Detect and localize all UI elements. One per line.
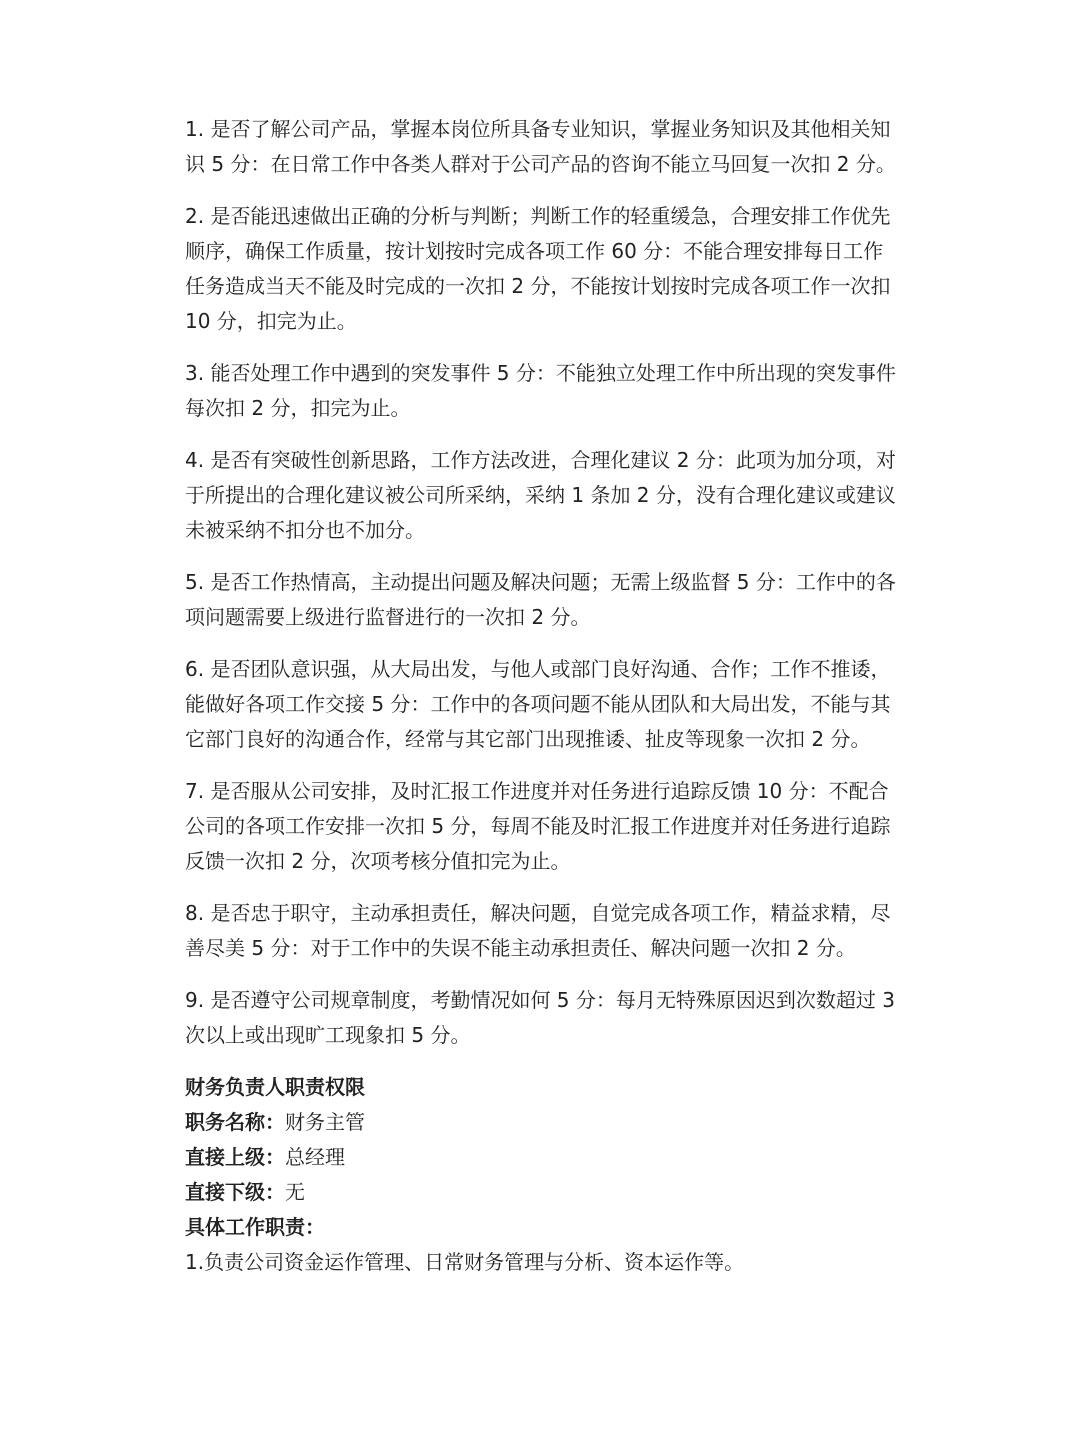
assessment-item-2: 2. 是否能迅速做出正确的分析与判断；判断工作的轻重缓急，合理安排工作优先顺序，确保工作质量，按计划按时完成各项工作 60 分：不能合理安排每日工作任务造成当天不能及时完成的一次扣 2 分，不能按计划按时完成各项工作一次扣 10 分，扣完为止。 xyxy=(185,204,891,333)
assessment-item-6: 6. 是否团队意识强，从大局出发，与他人或部门良好沟通、合作；工作不推诿，能做好各项工作交接 5 分：工作中的各项问题不能从团队和大局出发，不能与其它部门良好的沟通合作，经常与其它部门出现推诿、扯皮等现象一次扣 2 分。 xyxy=(185,657,891,751)
assessment-item-5: 5. 是否工作热情高，主动提出问题及解决问题；无需上级监督 5 分：工作中的各项问题需要上级进行监督进行的一次扣 2 分。 xyxy=(185,570,896,629)
subordinate-line xyxy=(185,1175,897,1210)
subordinate-label: 直接下级： xyxy=(185,1180,285,1204)
position-line xyxy=(185,1105,897,1140)
subordinate-value: 无 xyxy=(285,1180,305,1204)
document-page xyxy=(185,112,897,1280)
assessment-item-9: 9. 是否遵守公司规章制度，考勤情况如何 5 分：每月无特殊原因迟到次数超过 3 次以上或出现旷工现象扣 5 分。 xyxy=(185,988,895,1047)
position-label: 职务名称： xyxy=(185,1110,285,1134)
assessment-item-1: 1. 是否了解公司产品，掌握本岗位所具备专业知识，掌握业务知识及其他相关知识 5 分：在日常工作中各类人群对于公司产品的咨询不能立马回复一次扣 2 分。 xyxy=(185,117,896,176)
superior-line xyxy=(185,1140,897,1175)
section-title: 财务负责人职责权限 xyxy=(185,1075,365,1099)
duty-item-1: 1.负责公司资金运作管理、日常财务管理与分析、资本运作等。 xyxy=(185,1250,745,1274)
superior-value: 总经理 xyxy=(285,1145,345,1169)
position-value: 财务主管 xyxy=(285,1110,365,1134)
assessment-item-3: 3. 能否处理工作中遇到的突发事件 5 分：不能独立处理工作中所出现的突发事件每次扣 2 分，扣完为止。 xyxy=(185,361,896,420)
assessment-item-4: 4. 是否有突破性创新思路，工作方法改进，合理化建议 2 分：此项为加分项，对于所提出的合理化建议被公司所采纳，采纳 1 条加 2 分，没有合理化建议或建议未被采纳不扣分也不加分。 xyxy=(185,448,896,542)
superior-label: 直接上级： xyxy=(185,1145,285,1169)
assessment-item-8: 8. 是否忠于职守，主动承担责任，解决问题，自觉完成各项工作，精益求精，尽善尽美 5 分：对于工作中的失误不能主动承担责任、解决问题一次扣 2 分。 xyxy=(185,901,891,960)
assessment-item-7: 7. 是否服从公司安排，及时汇报工作进度并对任务进行追踪反馈 10 分：不配合公司的各项工作安排一次扣 5 分，每周不能及时汇报工作进度并对任务进行追踪反馈一次扣 2 分，次项考核分值扣完为止。 xyxy=(185,779,891,873)
duties-label: 具体工作职责： xyxy=(185,1215,325,1239)
